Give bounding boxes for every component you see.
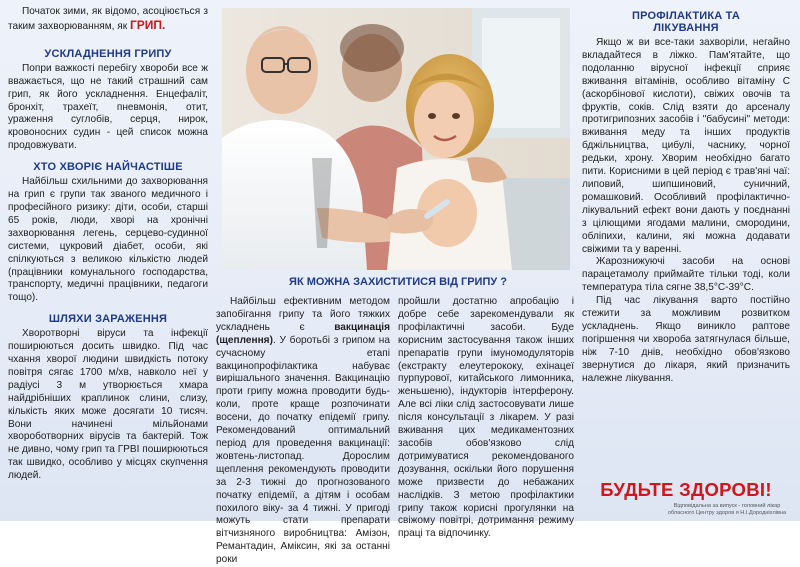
protection-column-b — [398, 296, 574, 541]
at-risk-title: ХТО ХВОРІЄ НАЙЧАСТІШЕ — [33, 161, 183, 174]
left-column — [8, 6, 208, 516]
prevention-paragraph-3: Під час лікування варто постійно стежити за можливим розвитком ускладнень. Якщо виникло раптове погіршення чи хвороба затягнулася більше, ніж 7-10 днів, необхідно обов'язково звернутися до лікаря, який призначить належне лікування. — [582, 295, 790, 384]
prevention-text — [582, 37, 790, 385]
vaccination-term: вакцинація (щеплення) — [216, 321, 390, 346]
infection-text — [8, 328, 208, 483]
complications-paragraph: Попри важкості перебігу хвороби все ж вважається, що не такий страшний сам грип, як його ускладнення. Енцефаліт, бронхіт, трахеїт, пневмонія, отит, ураження суглобів, серця, нирок, кровоносних судин - цей список можна продовжувати. — [8, 62, 208, 152]
infection-paragraph: Хворотворні віруси та інфекції поширюються досить швидко. Під час чхання хворої людини швидкість потоку повітря сягає 1700 м/хв, навколо неї у радіусі 3 м утворюється хмара найдрібніших краплинок слини, слизу, кількість яких може досягати 10 тисяч. Вони начинені мільйонами хвороботворних вірусів та бактерій. Тож не дивно, чому грип та ГРВІ поширюються так швидко, особливо у місцях скупчення людей. — [8, 328, 208, 482]
protection-text-a-after: . У боротьбі з грипом на сучасному етапі вакцинопрофілактика набуває вирішального значення. Вакцинацію проти грипу можна проводити будь-коли, проте краще розпочинати восени, до початку епідемії грипу. Рекомендований оптимальний період для проведення вакцинації: жовтень-листопад. Дорослим щеплення рекомендують проводити за 2-3 тижні до прогнозованого початку епідемії, а дітям і особам похилого віку- за 4 тижні. У пригоді можуть стати препарати вітчизняного виробництва: Амізон, Ремантадин, Аміксин, які за останні роки — [216, 334, 390, 566]
prevention-title: ПРОФІЛАКТИКА ТА ЛІКУВАННЯ — [631, 10, 741, 34]
vaccination-photo — [222, 8, 570, 270]
protection-column-a — [216, 296, 390, 567]
at-risk-text — [8, 176, 208, 305]
protection-text-a-before: Найбільш ефективним методом запобігання грипу та його тяжких ускладнень є — [216, 296, 390, 333]
vaccination-illustration — [222, 8, 570, 270]
right-column — [582, 6, 790, 516]
slogan: БУДЬТЕ ЗДОРОВІ! — [600, 479, 772, 500]
at-risk-paragraph: Найбільш схильними до захворювання на грип є групи так званого медичного і професійного ризику: діти, особи, старші 65 років, люди, хворі на хронічні захворювання легень, серцево-судинної системи, цукровий діабет, особи, які спілкуються з великою кількістю людей (працівники комунального господарства, транспорту, медичні працівники, педагоги тощо). — [8, 176, 208, 304]
footer-note: Відповідальна за випуск - головний лікар обласного Центру здоров я Н.І.Дородніхлівна — [667, 503, 787, 516]
prevention-paragraph-2: Жарознижуючі засоби на основі парацетамолу приймайте тільки тоді, коли температура тіла сягне 38,5°С-39°С. — [582, 256, 790, 294]
intro-paragraph — [8, 6, 208, 34]
complications-title: УСКЛАДНЕННЯ ГРИПУ — [44, 47, 172, 60]
protection-title: ЯК МОЖНА ЗАХИСТИТИСЯ ВІД ГРИПУ ? — [289, 276, 507, 288]
prevention-paragraph-1: Якщо ж ви все-таки захворіли, негайно вкладайтеся в ліжко. Пам'ятайте, що подоланню вірусної інфекції сприяє вживання вітамінів, особливо вітаміну С (аскорбінової кислоти), свіжих овочів та фруктів, соків. Слід взяти до арсеналу протигрипозних засобів і "бабусині" методи: вживання меду та інших продуктів бджільництва, цибулі, часнику, чорної редьки, хрону. Хворим необхідно багато пити. Корисними в цей період є трав'яні чаї: липовий, шипшиновий, суничний, ромашковий. Особливий профілактично-лікувальний ефект вони дають у поєднанні з цілющими ягодами малини, смородини, обліпихи, калини, які можна додавати свіжими та у варенні. — [582, 37, 790, 255]
intro-text: Початок зими, як відомо, асоціюється з таким захворюванням, як — [8, 6, 208, 32]
complications-text — [8, 63, 208, 153]
infection-title: ШЛЯХИ ЗАРАЖЕННЯ — [48, 313, 168, 326]
intro-highlight: ГРИП. — [129, 17, 166, 32]
protection-text-b: пройшли достатню апробацію і добре себе зарекомендували як профілактичні засоби. Буде корисним застосування також інших препаратів групи імуномодуляторів (екстракту елеутерококу, ехінацеї пурпурової, китайського лимонника, женьшеню), індукторів інтерферону. Але всі ліки слід застосовувати лише після консультації з лікарем. У разі вживання цих медикаментозних засобів обов'язково слід дотримуватися рекомендованого дозування, оскільки його порушення може призвести до небажаних наслідків. З метою профілактики грипу також корисні прогулянки на свіжому повітрі, дотримання режиму праці та відпочинку. — [398, 296, 574, 540]
